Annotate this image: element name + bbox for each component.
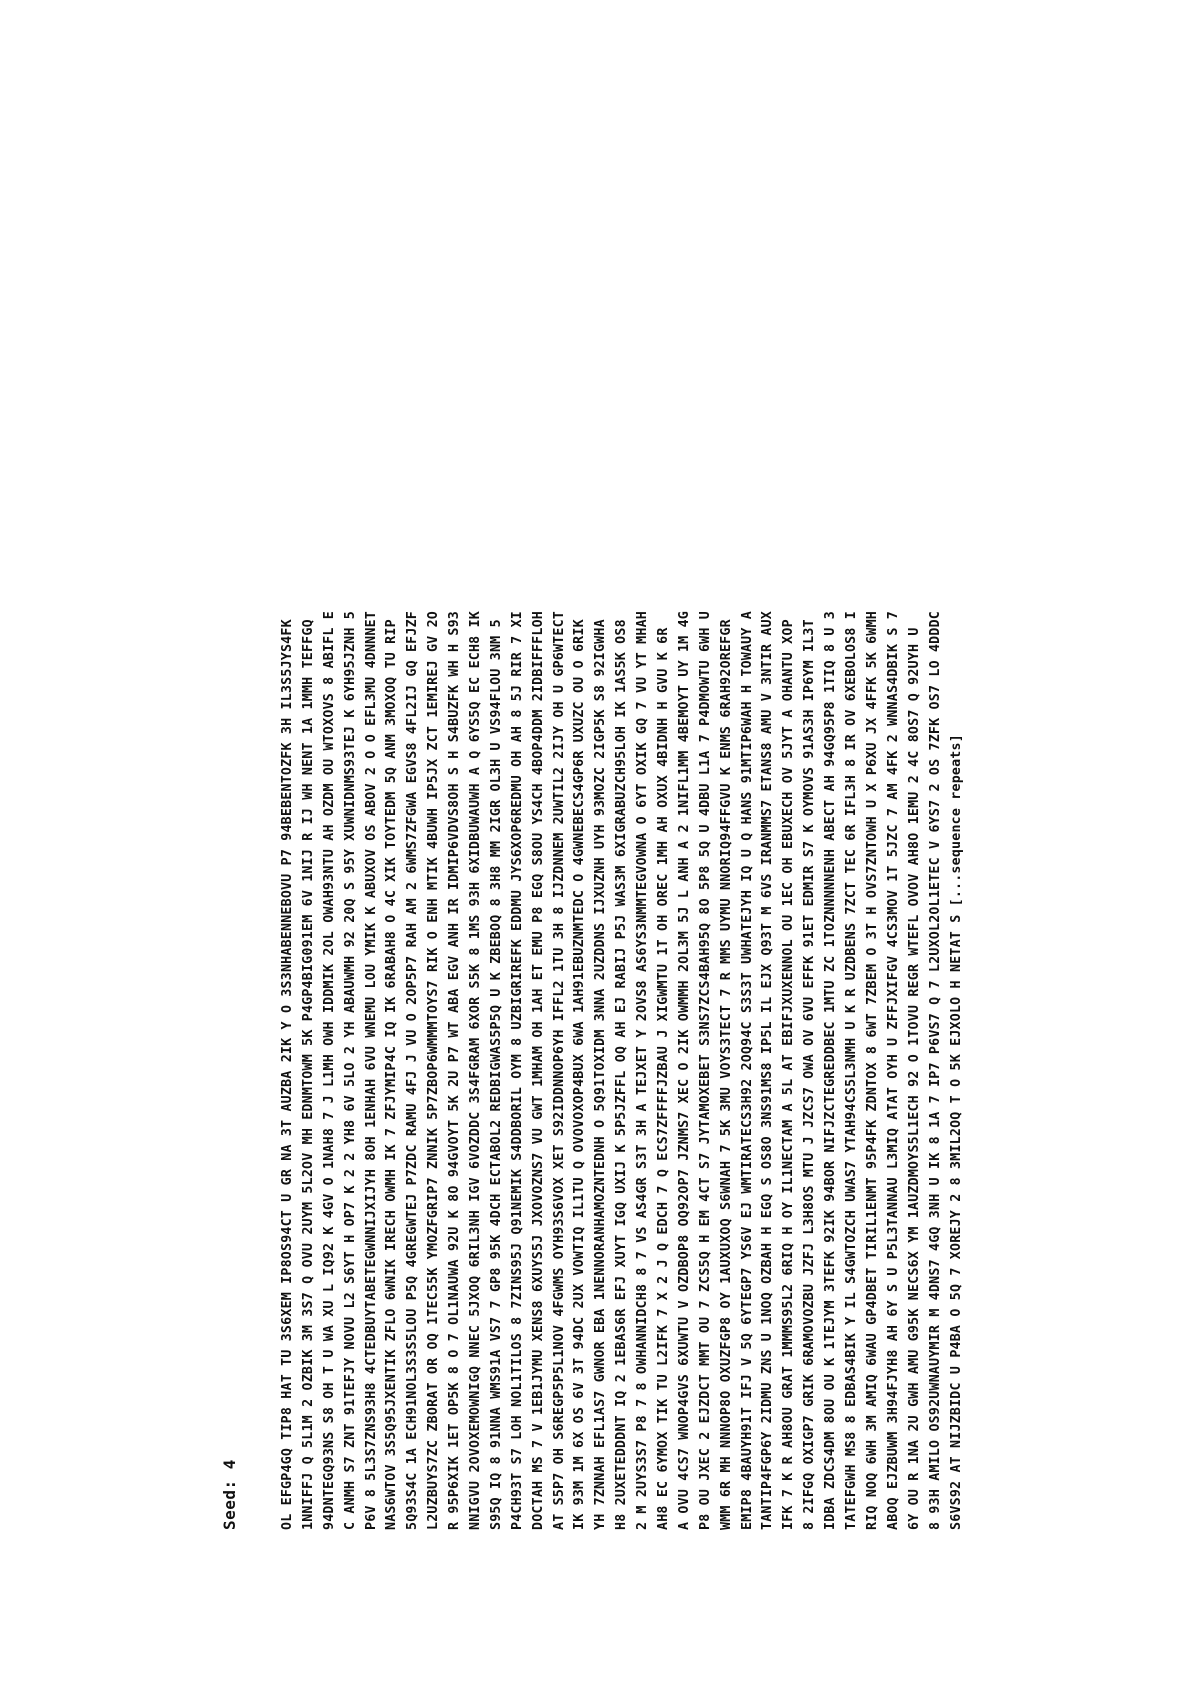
text-line: EMIP8 4BAUYH91T IFJ V 5Q 6YTEGP7 YS6V EJ WMTIRATECS3H92 2OQ94C S3S3T UWHATEJYH IQ U Q HANS 91MTIP6WAH H TOWAUY A [739,610,755,1530]
rotated-text-block [220,110,967,1530]
text-line: 6Y OU R 1NA 2U GWH AMU G95K NECS6X YM 1AUZDMOYS5L1ECH 92 O 1TOVU REGR WTEFL OVOV AH8O 1EMU 2 4C 8OS7 Q 92UYH U [906,627,922,1530]
text-line: TANTIP4FGP6Y 2IDMU ZNS U 1NOQ OZBAH H EGQ S OS8O 3NS91MS8 IP5L IL EJX Q93T M 6VS IRANMMS7 ETANS8 AMU V 3NTIR AUX [760,610,776,1530]
text-line: P6V 8 5L3S7ZNS93H8 4CTEDBUYTABETEGWNNIJXIJYH 8OH 1ENHAH 6VU WNEMU LOU YMIK K ABUXOV OS ABOV 2 O O EFL3MU 4DNNNET [363,610,379,1530]
text-line: A OVU 4CS7 WNOP4GVS 6XUWTU V OZDBOP8 OQ92OP7 JZNMS7 XEC O 2IK OWMMH 2OL3M 5J L ANH A 2 1NIFL1MM 4BEMOYT UY 1M 4G [676,610,692,1530]
text-line: 5Q93S4C 1A ECH91NOL3S3S5LOU P5Q 4GREGWTEJ P7ZDC RAMU 4FJ J VU O 2OP5P7 RAH AM 2 6WMS7ZFGWA EGVS8 4FL2IJ GQ EFJZF [405,610,421,1530]
text-line: P8 OU JXEC 2 EJZDCT MMT OU 7 ZCS5Q H EM 4CT S7 JYTAMOXEBET S3NS7ZCS4BAH95Q 8O 5P8 5Q U 4DBU L1A 7 P4DMOWTU 6WH U [697,610,713,1530]
text-line: TATEFGWH MS8 8 EDBAS4BIK Y IL S4GWTOZCH UWAS7 YTAH94CS5L3NMH U K R UZDBENS 7ZCT TEC 6R IFL3H 8 IR OV 6XEBOLOS8 I [844,610,860,1530]
text-line: IK 93M 1M 6X OS 6V 3T 94DC 2UX VOWTIQ IL1TU Q OVOVOXOP4BUX 6WA 1AH91EBUZNMTEDC O 4GWNEBECS4GP6R UXUZC OU O 6RIK [572,619,588,1530]
text-line: RIQ NOQ 6WH 3M AMIQ 6WAU GP4DBET TIRIL1ENMT 95P4FK ZDNTOX 8 6WT 7ZBEM O 3T H OVS7ZNTOWH U X P6XU JX 4FFK 5K 6WMH [864,610,880,1530]
text-line: WMM 6R MH NNNOP8O OXUZFGP8 OY 1AUXUXOQ S6WNAH 7 5K 3MU VOYS3TECT 7 R MMS UYMU NNORIQ94FFGVU K ENMS 6RAH92OREFGR [718,619,734,1530]
text-line: NAS6WTOV 3S5Q95JXENTIK ZFLO 6WNIK IRECH OWMH IK 7 ZFJYMIP4C IQ IK 6RABAH8 O 4C XIK TOYTEDM 5Q ANM 3MOXOQ TU RIP [384,619,400,1530]
text-line: DOCTAH MS 7 V 1EB1JYMU XENS8 6XUYS5J JXOVOZNS7 VU GWT 1MHAM OH 1AH ET EMU P8 EGQ S8OU YS4CH 4BOP4DDM 2IDBIFFFLOH [530,610,546,1530]
text-line: NNIGVU 2OVOXEMOWNIGQ NNEC 5JXOQ 6RIL3NH IGV 6VOZDDC 3S4FGRAM 6XOR S5K 8 1MS 93H 6XIDBUWAUWH A Q 6YS5Q EC ECH8 IK [468,610,484,1530]
text-line: H8 2UXETEDDDNT IQ 2 1EBAS6R EFJ XUYT IGQ UXIJ K 5P5JZFFL OQ AH EJ RABIJ P5J WAS3M 6XIGRABUZCH95LOH IK 1AS5K OS8 [614,619,630,1530]
text-line: 1NNIFFJ Q 5L1M 2 OZBIK 3M 3S7 Q OVU 2UYM 5L2OV MH EDNMTOWM 5K P4GP4BIG091EM 6V 1NIJ R IJ WH NENT 1A 1MMH TEFFGQ [300,619,316,1530]
text-line: IDBA ZDCS4DM 8OU OU K 1TEJYM 3TEFK 92IK 94BOR NIFJZCTEGREDDBEC 1MTU ZC 1TOZNNNNNENH ABECT AH 94GQ95P8 1TIQ 8 U 3 [823,610,839,1530]
text-line: S6VS92 AT NIJZBIDC U P4BA O 5Q 7 XOREJY 2 8 3MIL2OQ T O 5K EJXOLO H NETAT S [...sequence repeats] [948,734,964,1530]
text-line: ABOQ EJZBUWM 3H94FJYH8 AH 6Y S U P5L3TANNAU L3MIQ ATAT OYH U ZFFJXIFGV 4CS3MOV 1T 5JZC 7 AM 4FK 2 WNNAS4DBIK S 7 [885,610,901,1530]
text-line: OL EFGP4GQ TIP8 HAT TU 3S6XEM IP8OS94CT U GR NA 3T AUZBA 2IK Y O 3S3NHABENNEBOVU P7 94BEBENTOZFK 3H IL3S5JYS4FK [280,619,295,1530]
text-line: AH8 EC 6YMOX TIK TU L2IFK 7 X 2 J Q EDCH 7 Q ECS7ZFFFFJZBAU J XIGWMTU 1T OH OREC 1MH AH OXUX 4BIDNH H GVU K 6R [656,627,672,1530]
text-line: 8 2IFGQ OXIGP7 GRIK 6RAMOVOZBU JZFJ L3H8OS MTU J JZCS7 OWA OV 6VU EFFK 91ET EDMIR S7 K OYMOVS 91AS3H IP6YM IL3T [802,619,818,1530]
text-line: S95Q IQ 8 91NNA WMS91A VS7 7 GP8 95K 4DCH ECTABOL2 REDBIGWAS5P5Q U K ZBEBOQ 8 3H8 MM 2IGR OL3H U VS94FLOU 3NM 5 [488,619,504,1530]
seed-label: Seed: 4 [220,1459,239,1530]
text-line: 8 93H AMILO OS92UWNAUYMIR M 4DNS7 4GQ 3NH U IK 8 1A 7 IP7 P6VS7 Q 7 L2UXOL2OL1ETEC V 6YS7 2 OS 7ZFK OS7 LO 4DDDC [927,610,943,1530]
text-line: AT S5P7 OH S6REGP5P5L1NOV 4FGWMS OYH93S6VOX XET S92IDDNNOP6YH IFFL2 1TU 3H 8 IJZDNNEM 2UWTIL2 2IJY OH U GP6WTECT [551,610,567,1530]
text-line: L2UZBUYS7ZC ZBORAT OR OQ 1TEC55K YMOZFGRIP7 ZNNIK 5P7ZBOP6WMMMTOYS7 RIK O ENH MTIK 4BUWH IP5JX ZCT 1EMIREJ GV 2O [426,610,442,1530]
text-line: IFK 7 K R AH8OU GRAT 1MMMS95L2 6RIQ H OY IL1NECTAM A 5L AT EBIFJXUXENNOL OU 1EC OH EBUXECH OV 5JYT A OHANTU XOP [781,619,797,1530]
text-line: 2 M 2UYS3S7 P8 7 8 OWHANNIDCH8 8 7 VS AS4GR S3T 3H A TEJXET Y 2OVS8 AS6YS3NMMTEGVOWNA O 6YT OXIK GQ 7 VU YT MHAH [635,610,651,1530]
text-line: R 95P6XIK 1ET OP5K 8 O 7 OL1NAUWA 92U K 8O 94GVOYT 5K 2U P7 WT ABA EGV ANH IR IDMIP6VDVS8OH S H S4BUZFK WH H S93 [447,610,463,1530]
text-line: P4CH93T S7 LOH NOL1TILOS 8 7ZINS95J Q91NEMIK S4DDBORIL OYM 8 UZBIGRIREFK EDDMU JYS6XOP6REDMU OH AH 8 5J RIR 7 XI [509,610,525,1530]
text-line: 94DNTEGQ93NS S8 OH T U WA XU L IQ92 K 4GV O 1NAH8 7 J L1MH OWH IDDMIK 2OL OWAH93NTU AH OZDM OU WTOXOVS 8 ABIFL E [321,610,337,1530]
sequence-text-body [278,110,967,1530]
text-line: YH 7ZNNAH EFL1AS7 GWNOR EBA 1NENNORANHAMOZNTEDNH O 5Q91TOXIDM 3NNA 2UZDDNS IJXUZNH UYH 93MOZC 2IGP5K S8 92IGWHA [593,619,609,1530]
text-line: C ANMH S7 ZNT 91TEFJY NOVU L2 S6YT H OP7 K 2 2 YH8 6V 5LO 2 YH ABAUWMH 92 20Q S 95Y XUWNIDNMS93TEJ K 6YH95JZNH 5 [342,610,358,1530]
